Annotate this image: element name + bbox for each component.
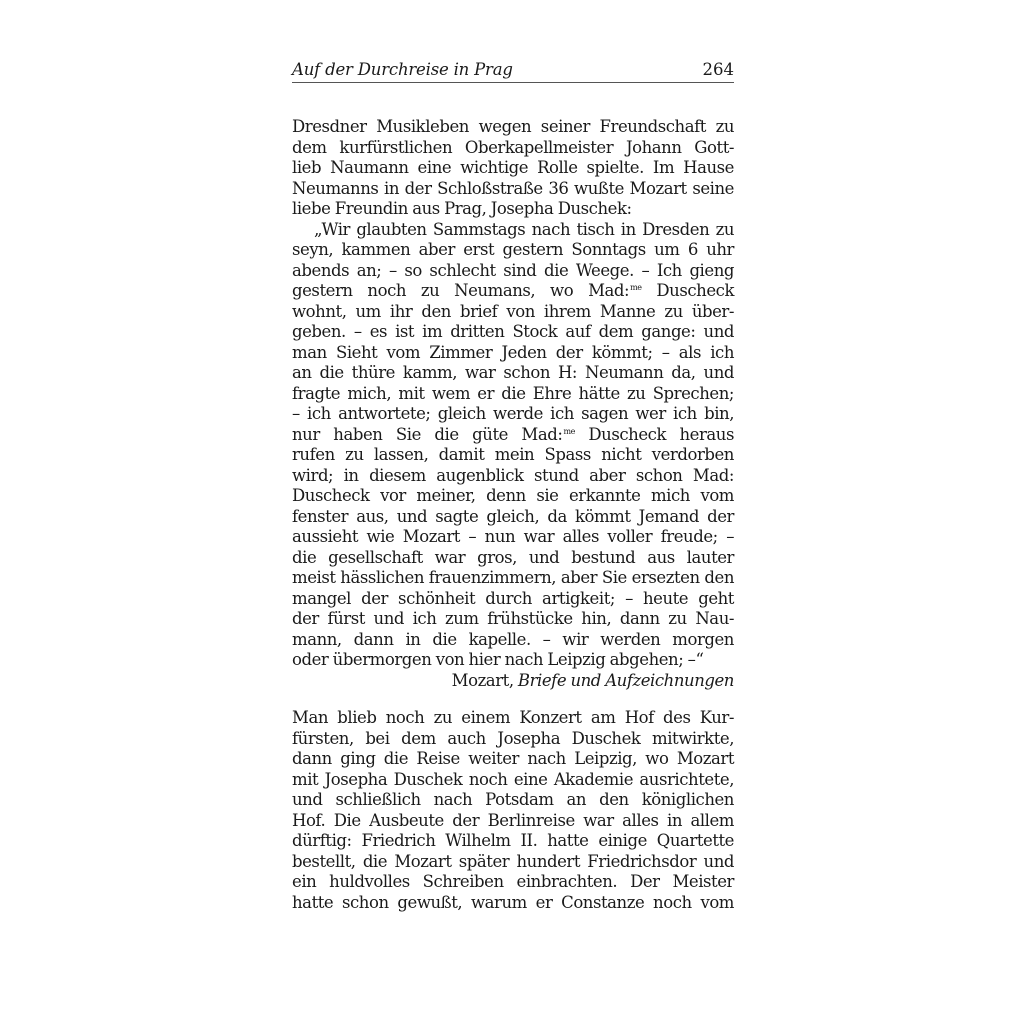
quote-line: Duscheck vor meiner, denn sie erkannte mich vom <box>292 486 734 505</box>
quote-line: die gesellschaft war gros, und bestund aus lauter <box>292 547 734 567</box>
quote-line: fenster aus, und sagte gleich, da kömmt Jemand der <box>292 506 734 526</box>
quote-text: Duscheck heraus <box>574 424 734 444</box>
book-page <box>292 56 734 913</box>
text-line: liebe Freundin aus Prag, Josepha Duschek: <box>292 199 632 218</box>
quote-line: mann, dann in die kapelle. – wir werden morgen <box>292 629 734 649</box>
running-header <box>292 56 734 83</box>
quote-text: Duscheck <box>641 281 734 300</box>
quote-line: der fürst und ich zum frühstücke hin, dann zu Nau- <box>292 609 734 628</box>
quote-line: seyn, kammen aber erst gestern Sonntags um 6 uhr <box>292 240 734 259</box>
text-line: fürsten, bei dem auch Josepha Duschek mitwirkte, <box>292 728 734 748</box>
paragraph-1 <box>292 117 734 220</box>
attribution-author: Mozart, <box>451 670 518 690</box>
text-line: mit Josepha Duschek noch eine Akademie ausrichtete, <box>292 769 734 789</box>
text-line: dürftig: Friedrich Wilhelm II. hatte einige Quartette <box>292 831 734 850</box>
quote-text: gestern noch zu Neumans, wo Mad: <box>292 281 630 300</box>
quote-line: – ich antwortete; gleich werde ich sagen wer ich bin, <box>292 404 734 423</box>
text-line: Hof. Die Ausbeute der Berlinreise war alles in allem <box>292 810 734 830</box>
quote-line: fragte mich, mit wem er die Ehre hätte zu Sprechen; <box>292 383 734 403</box>
superscript: me <box>630 283 642 292</box>
text-line: lieb Naumann eine wichtige Rolle spielte. Im Hause <box>292 158 734 177</box>
quote-line <box>292 425 734 446</box>
quote-line: meist hässlichen frauenzimmern, aber Sie ersezten den <box>292 568 734 587</box>
text-line: hatte schon gewußt, warum er Constanze noch vom <box>292 892 734 912</box>
quote-line: oder übermorgen von hier nach Leipzig abgehen; –“ <box>292 650 704 669</box>
quote-line <box>292 281 734 302</box>
text-line: Neumanns in der Schloßstraße 36 wußte Mozart seine <box>292 178 734 198</box>
quote-line: geben. – es ist im dritten Stock auf dem gange: und <box>292 322 734 341</box>
quote-line: wohnt, um ihr den brief von ihrem Manne zu über- <box>292 301 734 321</box>
text-line: dann ging die Reise weiter nach Leipzig, wo Mozart <box>292 749 734 768</box>
attribution <box>292 671 734 692</box>
quote-line: man Sieht vom Zimmer Jeden der kömmt; – als ich <box>292 342 734 362</box>
body-text <box>292 117 734 913</box>
section-gap <box>292 691 734 708</box>
quote-line: wird; in diesem augenblick stund aber schon Mad: <box>292 465 734 485</box>
text-line: Dresdner Musikleben wegen seiner Freundschaft zu <box>292 117 734 136</box>
quote-text: nur haben Sie die güte Mad: <box>292 424 563 444</box>
quote-line: abends an; – so schlecht sind die Weege. – Ich gieng <box>292 260 734 280</box>
text-line: Man blieb noch zu einem Konzert am Hof des Kur- <box>292 708 734 727</box>
letter-quote <box>292 220 734 671</box>
page-number: 264 <box>702 60 734 79</box>
text-line: dem kurfürstlichen Oberkapellmeister Johann Gott- <box>292 137 734 157</box>
text-line: und schließlich nach Potsdam an den königlichen <box>292 790 734 809</box>
quote-line: mangel der schönheit durch artigkeit; – heute geht <box>292 588 734 608</box>
text-line: ein huldvolles Schreiben einbrachten. Der Meister <box>292 872 734 891</box>
running-title: Auf der Durchreise in Prag <box>292 60 513 79</box>
quote-line: an die thüre kamm, war schon H: Neumann da, und <box>292 363 734 382</box>
text-line: bestellt, die Mozart später hundert Friedrichsdor und <box>292 851 734 871</box>
quote-line: rufen zu lassen, damit mein Spass nicht verdorben <box>292 445 734 464</box>
quote-line: „Wir glaubten Sammstags nach tisch in Dresden zu <box>314 219 734 239</box>
paragraph-2 <box>292 708 734 913</box>
attribution-work: Briefe und Aufzeichnungen <box>517 670 734 690</box>
superscript: me <box>563 426 575 436</box>
quote-line: aussieht wie Mozart – nun war alles voller freude; – <box>292 527 734 546</box>
